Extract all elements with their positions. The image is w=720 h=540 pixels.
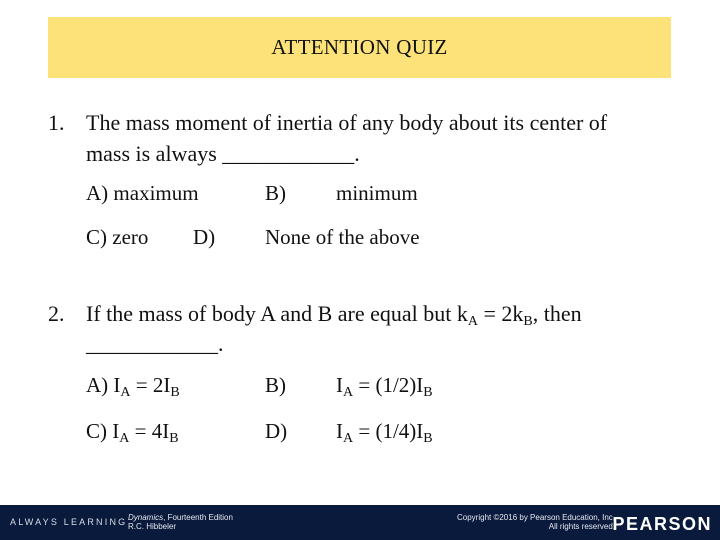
- q1-option-c: C) zero: [86, 225, 149, 249]
- copyright-line2: All rights reserved.: [548, 522, 615, 531]
- pearson-logo: PEARSON: [612, 514, 712, 534]
- q1-option-b-label: B): [265, 181, 286, 205]
- q1-option-d-label: D): [193, 225, 216, 249]
- q2-option-d-text: $I_A = (1/4)I_B$: [336, 419, 433, 446]
- q1-option-b-text: minimum: [336, 181, 418, 205]
- q2-option-a: A) $I_A = 2I_B$: [86, 373, 180, 400]
- book-info: [128, 513, 233, 531]
- q2-option-c: C) $I_A = 4I_B$: [86, 419, 179, 446]
- q2-option-b-text: $I_A = (1/2)I_B$: [336, 373, 433, 400]
- question-number: 1.: [48, 110, 65, 135]
- question-text-line2: mass is always ____________.: [86, 141, 360, 166]
- question-text-line2: ____________.: [86, 331, 224, 356]
- question-text-line1: If the mass of body A and B are equal but $k_A = 2k_B$, then: [86, 301, 582, 329]
- q1-option-d-text: None of the above: [265, 225, 420, 249]
- question-text-line1: The mass moment of inertia of any body about its center of: [86, 110, 608, 135]
- footer-bar: [0, 505, 720, 540]
- book-title: Dynamics: [128, 513, 164, 522]
- question-number: 2.: [48, 301, 65, 326]
- page-title: ATTENTION QUIZ: [271, 35, 448, 59]
- copyright-line1: Copyright ©2016 by Pearson Education, Inc.: [457, 513, 615, 522]
- title-banner: [48, 17, 671, 78]
- book-edition: , Fourteenth Edition: [163, 513, 233, 522]
- copyright: [457, 513, 615, 531]
- q1-option-a: A) maximum: [86, 181, 199, 205]
- q2-option-b-label: B): [265, 373, 286, 397]
- book-author: R.C. Hibbeler: [128, 522, 177, 531]
- q2-option-d-label: D): [265, 419, 288, 443]
- footer-tagline: ALWAYS LEARNING: [10, 517, 128, 527]
